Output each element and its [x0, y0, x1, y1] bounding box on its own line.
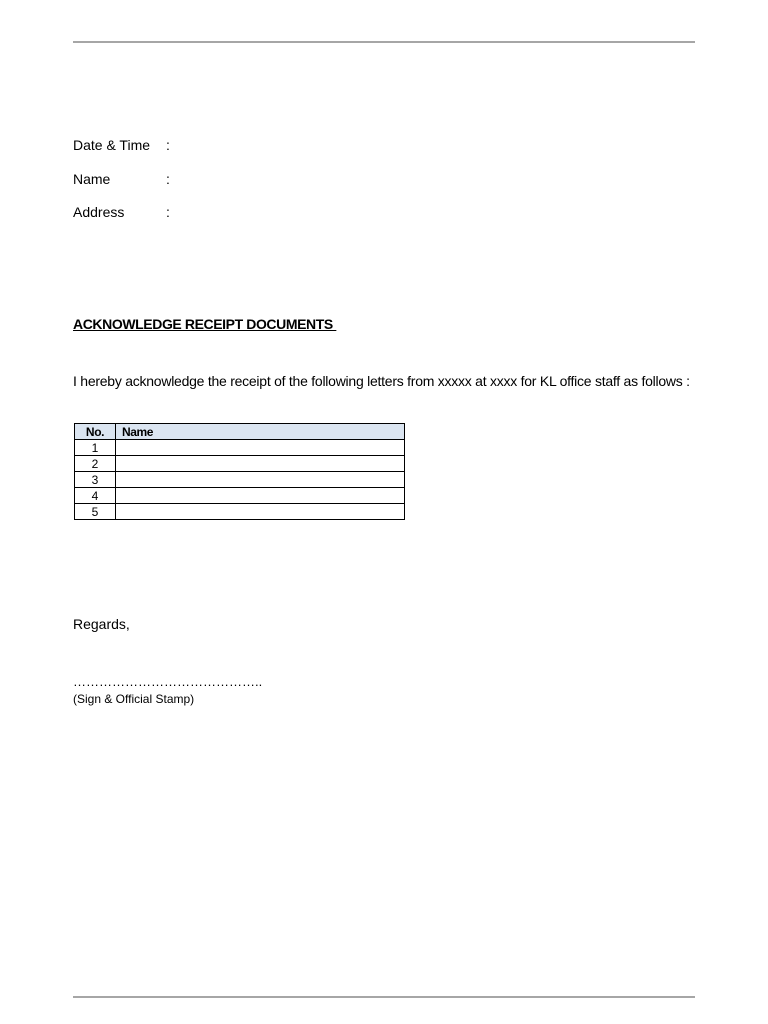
address-field [73, 203, 170, 221]
row-name-cell [116, 488, 405, 504]
row-number: 4 [75, 488, 116, 504]
date-time-field [73, 136, 170, 154]
table-row [75, 456, 405, 472]
row-number: 2 [75, 456, 116, 472]
closing-regards: Regards, [73, 616, 130, 632]
name-separator: : [166, 171, 170, 187]
intro-paragraph: I hereby acknowledge the receipt of the following letters from xxxxx at xxxx for KL office staff as follows : [73, 373, 690, 389]
row-number: 5 [75, 504, 116, 520]
table-row [75, 488, 405, 504]
date-time-separator: : [166, 137, 170, 153]
column-header-no: No. [75, 424, 116, 440]
table-header-row [75, 424, 405, 440]
table-row [75, 472, 405, 488]
column-header-name: Name [116, 424, 405, 440]
address-separator: : [166, 204, 170, 220]
documents-table [74, 423, 405, 520]
signature-line: …………………………………….. [73, 674, 263, 689]
table-row [75, 440, 405, 456]
row-name-cell [116, 440, 405, 456]
signature-caption: (Sign & Official Stamp) [73, 692, 195, 706]
table-row [75, 504, 405, 520]
row-name-cell [116, 456, 405, 472]
row-number: 1 [75, 440, 116, 456]
row-name-cell [116, 472, 405, 488]
address-label: Address [73, 204, 125, 220]
date-time-label: Date & Time [73, 137, 151, 153]
name-label: Name [73, 171, 111, 187]
row-name-cell [116, 504, 405, 520]
document-heading: ACKNOWLEDGE RECEIPT DOCUMENTS [73, 316, 337, 332]
footer-rule [73, 996, 695, 998]
row-number: 3 [75, 472, 116, 488]
header-rule [73, 41, 695, 43]
name-field [73, 170, 170, 188]
